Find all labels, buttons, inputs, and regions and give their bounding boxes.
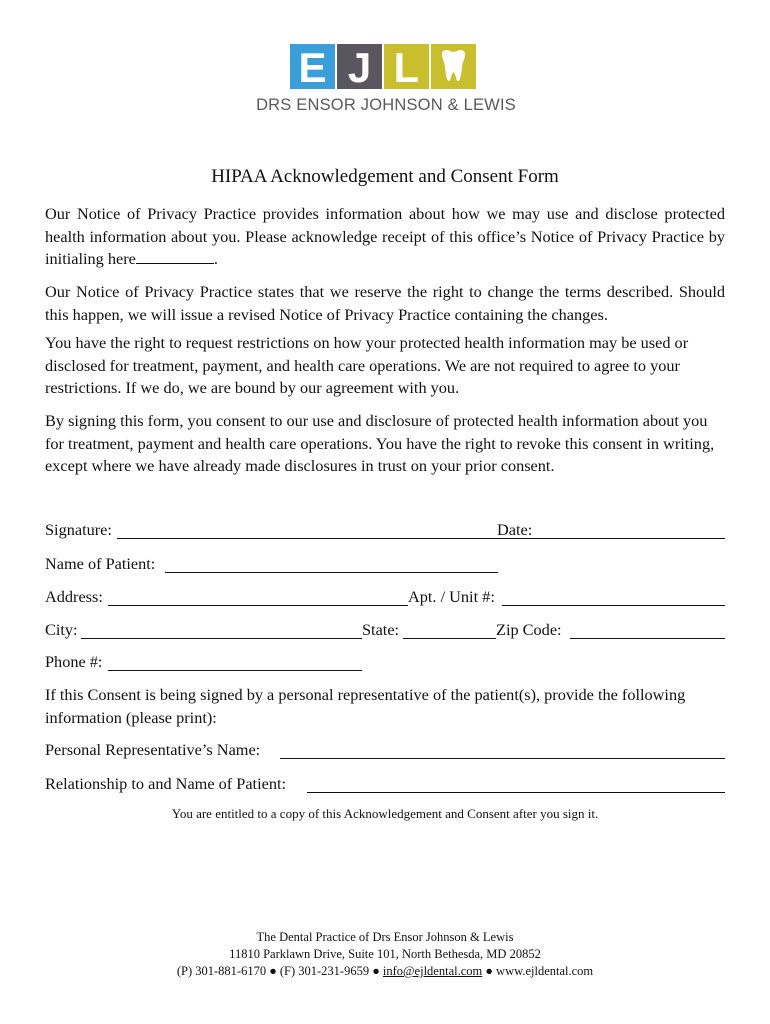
- logo-subtitle: DRS ENSOR JOHNSON & LEWIS: [256, 96, 516, 114]
- date-field[interactable]: [536, 520, 725, 539]
- page-title: HIPAA Acknowledgement and Consent Form: [211, 166, 559, 187]
- address-label: Address:: [45, 587, 103, 606]
- ejl-logo: [290, 44, 480, 89]
- logo-letter-e: E: [298, 44, 327, 89]
- state-label: State:: [362, 620, 400, 639]
- paragraph-restrictions: You have the right to request restrictions on how your protected health information may be used or disclosed for treatment, payment, and health care operations. We are not required to agree to your restrictions. If we do, we are bound by our agreement with you.: [45, 333, 689, 397]
- address-field[interactable]: [108, 587, 408, 606]
- patient-name-row: [45, 554, 725, 578]
- name-of-patient-field[interactable]: [165, 554, 498, 573]
- zip-code-field[interactable]: [570, 620, 725, 639]
- representative-name-label: Personal Representative’s Name:: [45, 740, 261, 759]
- relationship-field[interactable]: [307, 774, 725, 793]
- paragraph-notice-end: .: [213, 249, 218, 268]
- paragraph-changes: Our Notice of Privacy Practice states that we reserve the right to change the terms described. Should this happen, we will issue a revised Notice of Privacy Practice containing the changes.: [45, 282, 725, 324]
- paragraph-notice: [45, 203, 725, 271]
- footer-practice-name: The Dental Practice of Drs Ensor Johnson & Lewis: [256, 930, 514, 944]
- logo-letter-l: L: [393, 44, 420, 89]
- signature-field[interactable]: [117, 520, 543, 539]
- zip-code-label: Zip Code:: [496, 620, 562, 639]
- city-field[interactable]: [81, 620, 362, 639]
- representative-intro: If this Consent is being signed by a personal representative of the patient(s), provide the following information (please print):: [45, 685, 686, 727]
- footer-address: 11810 Parklawn Drive, Suite 101, North Bethesda, MD 20852: [229, 947, 541, 961]
- footer-phone-fax: (P) 301-881-6170 ● (F) 301-231-9659 ●: [176, 964, 383, 978]
- phone-field[interactable]: [108, 652, 362, 671]
- footer-email-link[interactable]: info@ejldental.com: [382, 964, 483, 978]
- apt-unit-label: Apt. / Unit #:: [408, 587, 495, 606]
- phone-label: Phone #:: [45, 652, 103, 671]
- phone-row: [45, 652, 725, 676]
- representative-name-row: [45, 740, 725, 764]
- paragraph-consent: By signing this form, you consent to our use and disclosure of protected health information about you for treatment, payment and health care operations. You have the right to revoke this consent in writing, except where we have already made disclosures in trust on your prior consent.: [45, 411, 715, 475]
- state-field[interactable]: [403, 620, 496, 639]
- date-label: Date:: [497, 520, 533, 539]
- relationship-row: [45, 774, 725, 798]
- footer: [0, 929, 770, 980]
- city-label: City:: [45, 620, 78, 639]
- relationship-label: Relationship to and Name of Patient:: [45, 774, 287, 793]
- footer-website: ● www.ejldental.com: [482, 964, 594, 978]
- signature-row: [45, 520, 725, 544]
- name-of-patient-label: Name of Patient:: [45, 554, 156, 573]
- representative-name-field[interactable]: [280, 740, 725, 759]
- logo-letter-j: J: [347, 44, 372, 89]
- city-row: [45, 620, 725, 644]
- initials-blank[interactable]: [136, 249, 214, 264]
- footer-contact: [0, 963, 770, 980]
- signature-label: Signature:: [45, 520, 112, 539]
- apt-unit-field[interactable]: [502, 587, 725, 606]
- copy-entitlement-note: You are entitled to a copy of this Acknowledgement and Consent after you sign it.: [171, 806, 599, 821]
- address-row: [45, 587, 725, 611]
- paragraph-notice-text: Our Notice of Privacy Practice provides information about how we may use and disclose protected health information about you. Please acknowledge receipt of this office’s Notice of Privacy Practice by initialing here: [45, 204, 725, 268]
